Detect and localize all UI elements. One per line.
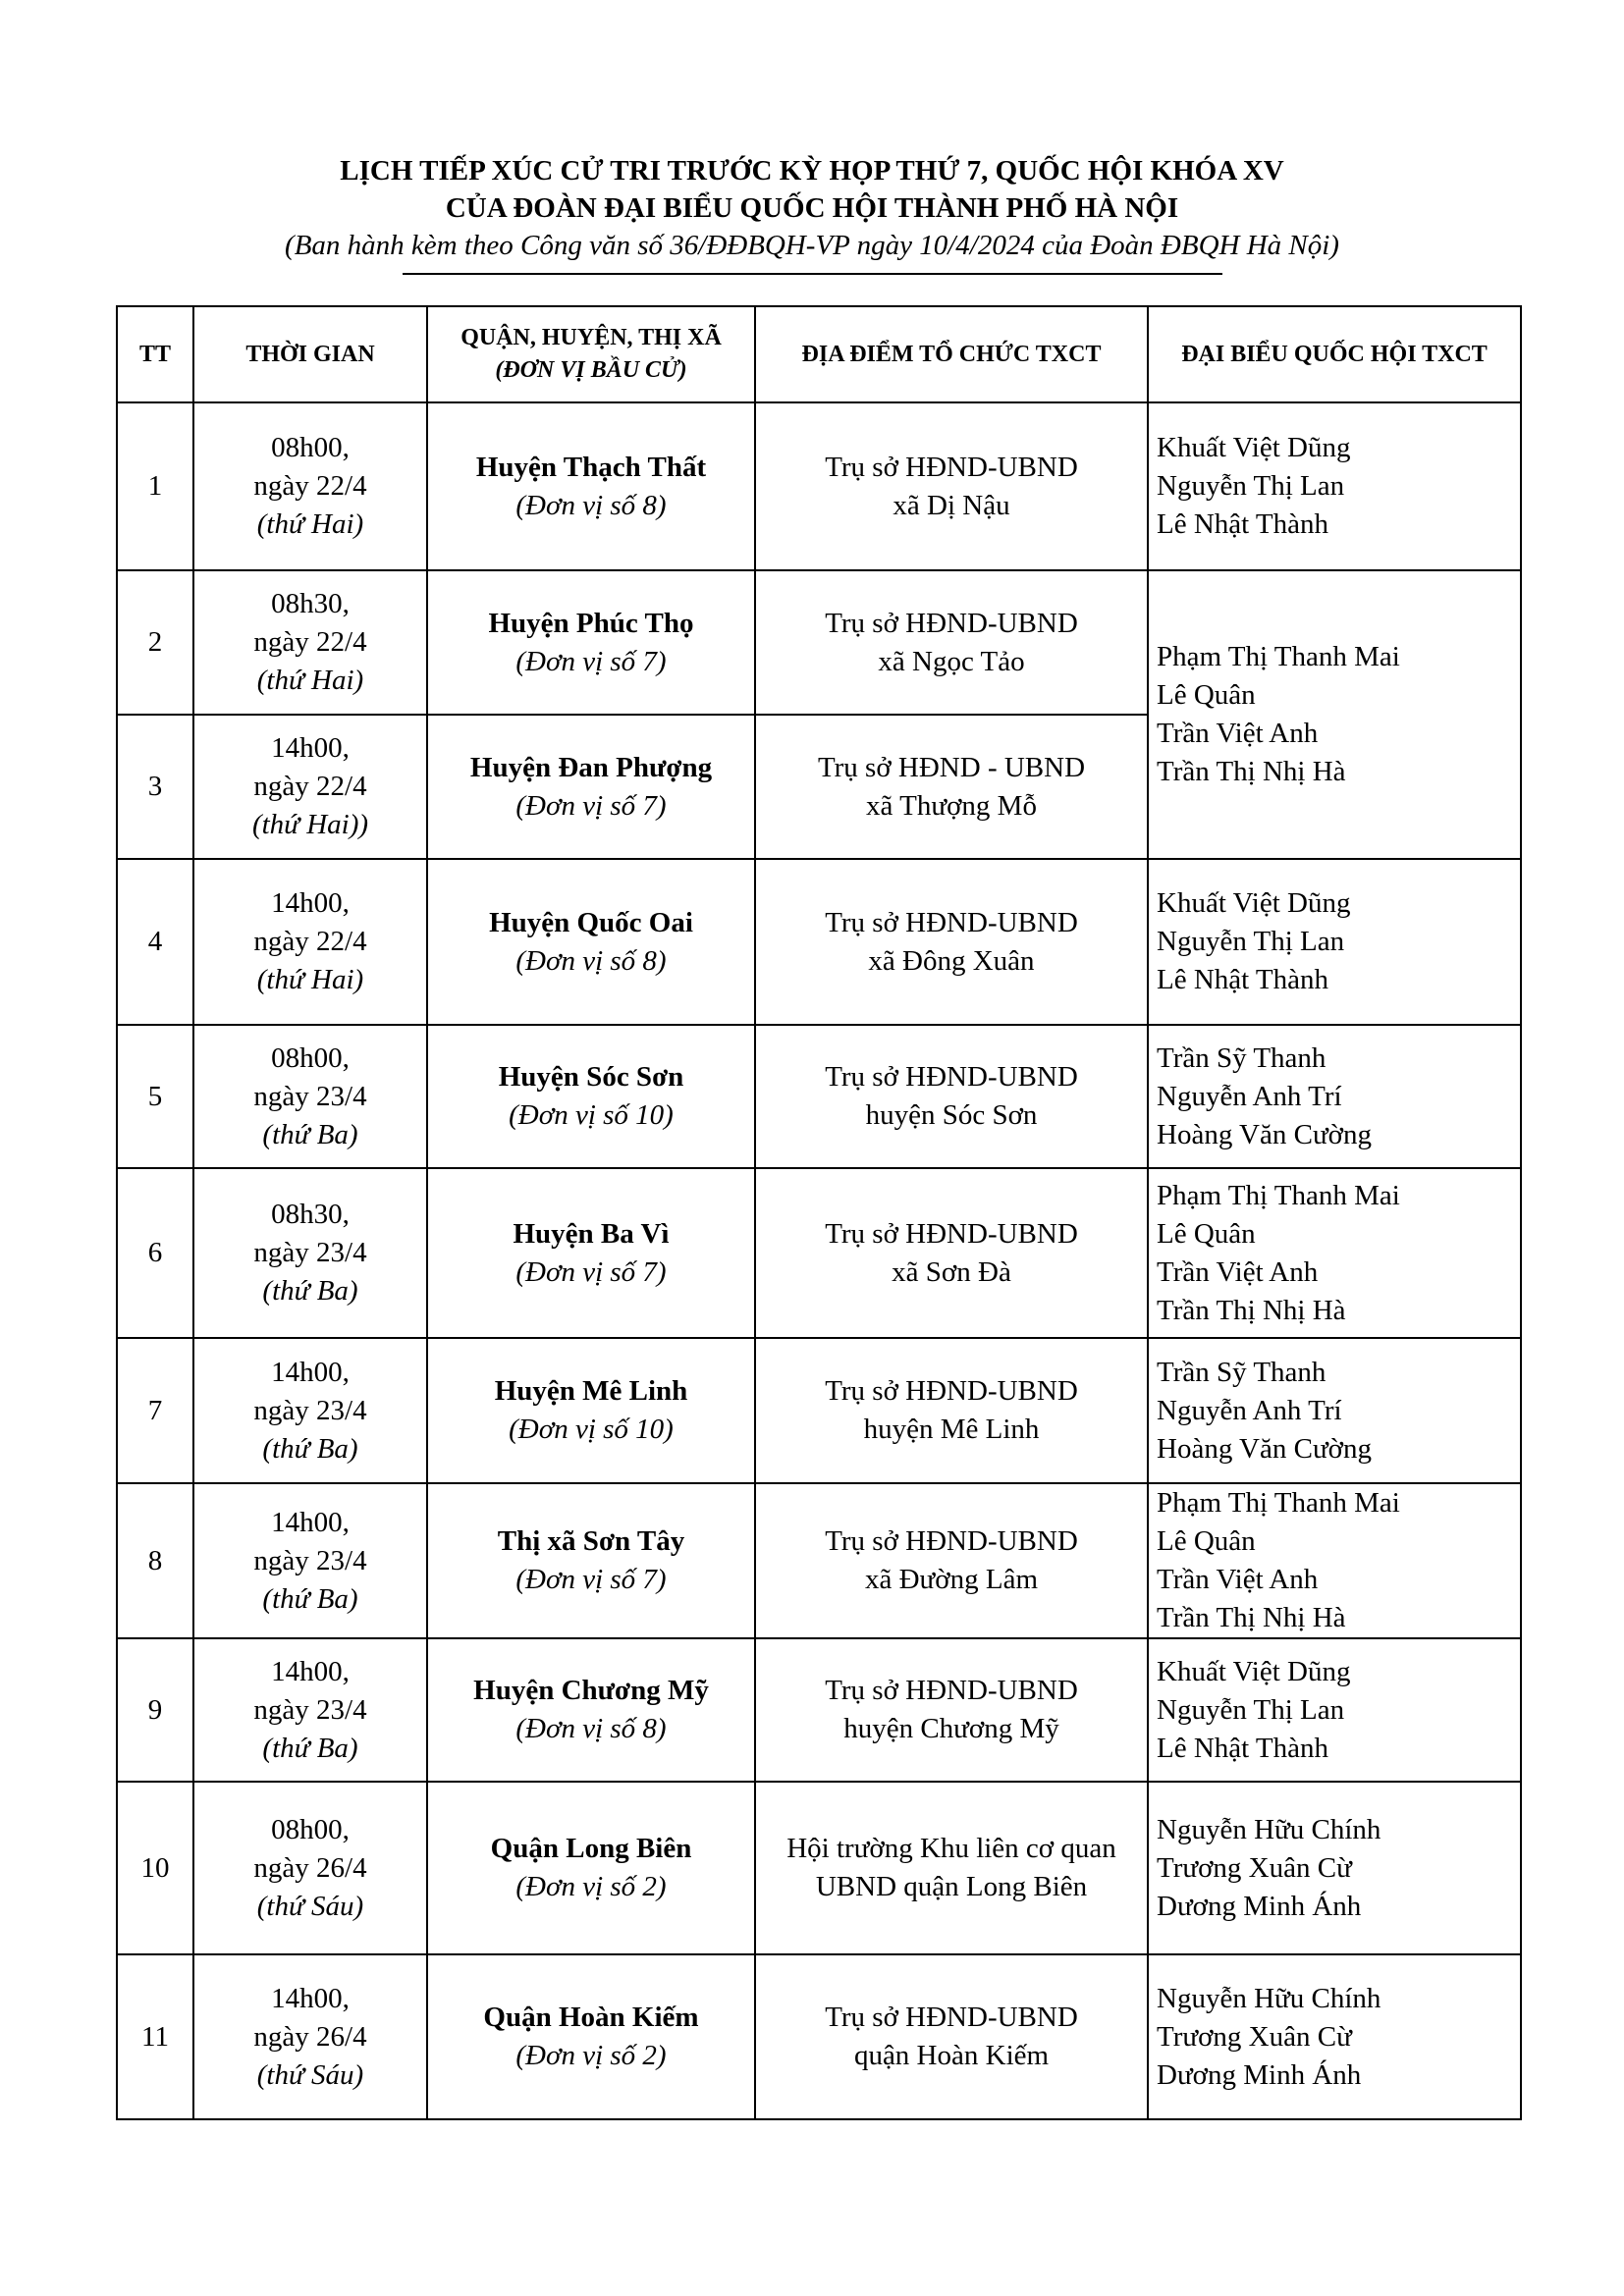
electoral-unit: (Đơn vị số 8) xyxy=(515,1713,667,1744)
time-date: ngày 22/4 xyxy=(253,771,367,802)
venue-line-2: xã Thượng Mỗ xyxy=(866,789,1037,822)
header-tt: TT xyxy=(117,306,193,402)
cell-district xyxy=(427,1025,755,1168)
cell-delegates xyxy=(1148,1782,1521,1954)
delegate-name: Nguyễn Thị Lan xyxy=(1157,926,1345,957)
document-title-line-2: CỦA ĐOÀN ĐẠI BIỂU QUỐC HỘI THÀNH PHỐ HÀ NỘI xyxy=(445,192,1179,224)
cell-venue xyxy=(755,1782,1148,1954)
cell-venue xyxy=(755,1483,1148,1638)
table-header-row xyxy=(117,306,1521,402)
cell-district xyxy=(427,859,755,1025)
electoral-unit: (Đơn vị số 10) xyxy=(509,1414,674,1445)
cell-time xyxy=(193,715,427,859)
time-date: ngày 23/4 xyxy=(253,1544,367,1576)
time-hour: 08h00, xyxy=(271,1041,350,1074)
cell-venue xyxy=(755,1954,1148,2119)
time-date: ngày 23/4 xyxy=(253,1237,367,1268)
delegate-name: Lê Nhật Thành xyxy=(1157,1732,1329,1764)
cell-district xyxy=(427,1638,755,1782)
schedule-table xyxy=(116,305,1522,2120)
delegate-name: Lê Nhật Thành xyxy=(1157,964,1329,995)
delegate-name: Lê Quân xyxy=(1157,679,1256,711)
venue-line-2: xã Dị Nậu xyxy=(893,489,1010,521)
cell-district xyxy=(427,1338,755,1483)
cell-venue xyxy=(755,1168,1148,1338)
cell-tt: 11 xyxy=(117,1954,193,2119)
district-name: Huyện Mê Linh xyxy=(494,1375,688,1407)
delegate-name: Nguyễn Thị Lan xyxy=(1157,1693,1345,1726)
delegate-name: Trần Việt Anh xyxy=(1157,718,1319,749)
delegate-name: Nguyễn Hữu Chính xyxy=(1157,1982,1381,2014)
delegate-name: Trần Thị Nhị Hà xyxy=(1157,1602,1346,1633)
cell-time xyxy=(193,1782,427,1954)
cell-delegates xyxy=(1148,1338,1521,1483)
cell-venue xyxy=(755,570,1148,715)
cell-tt: 3 xyxy=(117,715,193,859)
venue-line-1: Trụ sở HĐND-UBND xyxy=(825,451,1078,483)
venue-line-1: Trụ sở HĐND-UBND xyxy=(825,1061,1078,1093)
header-time: THỜI GIAN xyxy=(193,306,427,402)
electoral-unit: (Đơn vị số 7) xyxy=(515,789,667,822)
cell-tt: 7 xyxy=(117,1338,193,1483)
district-name: Huyện Quốc Oai xyxy=(489,906,693,938)
cell-time xyxy=(193,1483,427,1638)
cell-time xyxy=(193,1168,427,1338)
time-hour: 08h30, xyxy=(271,1199,350,1230)
district-name: Thị xã Sơn Tây xyxy=(497,1525,685,1557)
cell-district xyxy=(427,1954,755,2119)
time-day: (thứ Hai)) xyxy=(251,809,369,840)
electoral-unit: (Đơn vị số 2) xyxy=(515,2040,667,2071)
venue-line-2: quận Hoàn Kiếm xyxy=(853,2040,1050,2071)
table-row xyxy=(117,859,1521,1025)
document-title-line-1: LỊCH TIẾP XÚC CỬ TRI TRƯỚC KỲ HỌP THỨ 7, QUỐC HỘI KHÓA XV xyxy=(340,155,1284,187)
electoral-unit: (Đơn vị số 7) xyxy=(515,645,667,677)
delegate-name: Khuất Việt Dũng xyxy=(1157,887,1351,919)
delegate-name: Trần Sỹ Thanh xyxy=(1157,1356,1326,1388)
cell-venue xyxy=(755,1338,1148,1483)
delegate-name: Khuất Việt Dũng xyxy=(1157,1655,1351,1687)
cell-venue xyxy=(755,402,1148,570)
delegate-name: Phạm Thị Thanh Mai xyxy=(1157,1487,1400,1519)
cell-tt: 2 xyxy=(117,570,193,715)
table-row xyxy=(117,402,1521,570)
delegate-name: Dương Minh Ánh xyxy=(1157,2058,1362,2091)
cell-district xyxy=(427,1782,755,1954)
delegate-name: Trần Việt Anh xyxy=(1157,1564,1319,1595)
table-row xyxy=(117,1338,1521,1483)
delegate-name: Trần Sỹ Thanh xyxy=(1157,1041,1326,1074)
document-subtitle: (Ban hành kèm theo Công văn số 36/ĐĐBQH-VP ngày 10/4/2024 của Đoàn ĐBQH Hà Nội) xyxy=(285,230,1339,261)
delegate-name: Nguyễn Anh Trí xyxy=(1157,1080,1342,1112)
cell-delegates xyxy=(1148,570,1521,859)
cell-tt: 4 xyxy=(117,859,193,1025)
time-date: ngày 22/4 xyxy=(253,926,367,957)
time-hour: 08h00, xyxy=(271,432,350,463)
cell-district xyxy=(427,570,755,715)
venue-line-2: xã Sơn Đà xyxy=(892,1255,1011,1288)
venue-line-2: xã Đông Xuân xyxy=(868,944,1035,977)
table-row xyxy=(117,1168,1521,1338)
delegate-name: Dương Minh Ánh xyxy=(1157,1890,1362,1922)
time-day: (thứ Hai) xyxy=(256,964,364,995)
table-row xyxy=(117,1483,1521,1638)
cell-time xyxy=(193,570,427,715)
cell-tt: 6 xyxy=(117,1168,193,1338)
electoral-unit: (Đơn vị số 10) xyxy=(509,1099,674,1131)
cell-delegates xyxy=(1148,402,1521,570)
cell-tt: 1 xyxy=(117,402,193,570)
delegate-name: Lê Quân xyxy=(1157,1217,1256,1250)
venue-line-1: Trụ sở HĐND-UBND xyxy=(825,2002,1078,2033)
table-row xyxy=(117,1638,1521,1782)
venue-line-2: huyện Mê Linh xyxy=(863,1414,1040,1445)
district-name: Huyện Ba Vì xyxy=(513,1217,670,1250)
time-day: (thứ Ba) xyxy=(262,1118,358,1150)
venue-line-1: Trụ sở HĐND-UBND xyxy=(825,607,1078,639)
table-row xyxy=(117,1954,1521,2119)
cell-delegates xyxy=(1148,1954,1521,2119)
time-date: ngày 23/4 xyxy=(253,1080,367,1112)
header-district-sub: (ĐƠN VỊ BẦU CỬ) xyxy=(495,357,687,383)
cell-district xyxy=(427,715,755,859)
venue-line-2: xã Ngọc Tảo xyxy=(878,645,1025,677)
time-hour: 14h00, xyxy=(271,887,350,919)
cell-venue xyxy=(755,859,1148,1025)
district-name: Huyện Chương Mỹ xyxy=(473,1675,709,1706)
venue-line-1: Hội trường Khu liên cơ quan xyxy=(786,1833,1116,1864)
delegate-name: Khuất Việt Dũng xyxy=(1157,432,1351,463)
title-underline xyxy=(403,273,1222,275)
time-date: ngày 23/4 xyxy=(253,1394,367,1426)
time-day: (thứ Ba) xyxy=(262,1432,358,1465)
time-hour: 08h00, xyxy=(271,1813,350,1845)
delegate-name: Phạm Thị Thanh Mai xyxy=(1157,641,1400,672)
document-header xyxy=(0,152,1624,275)
time-date: ngày 22/4 xyxy=(253,626,367,658)
delegate-name: Nguyễn Thị Lan xyxy=(1157,470,1345,502)
table-row xyxy=(117,1782,1521,1954)
time-day: (thứ Sáu) xyxy=(256,1890,364,1922)
district-name: Huyện Thạch Thất xyxy=(475,451,707,483)
table-row xyxy=(117,1025,1521,1168)
cell-time xyxy=(193,402,427,570)
delegate-name: Lê Quân xyxy=(1157,1525,1256,1557)
venue-line-2: huyện Sóc Sơn xyxy=(865,1099,1038,1131)
cell-time xyxy=(193,859,427,1025)
cell-tt: 5 xyxy=(117,1025,193,1168)
time-date: ngày 23/4 xyxy=(253,1693,367,1726)
electoral-unit: (Đơn vị số 7) xyxy=(515,1255,667,1288)
delegate-name: Phạm Thị Thanh Mai xyxy=(1157,1179,1400,1211)
cell-delegates xyxy=(1148,1168,1521,1338)
time-hour: 14h00, xyxy=(271,1356,350,1388)
district-name: Quận Long Biên xyxy=(490,1833,692,1864)
delegate-name: Trần Việt Anh xyxy=(1157,1255,1319,1288)
cell-district xyxy=(427,1168,755,1338)
cell-tt: 8 xyxy=(117,1483,193,1638)
electoral-unit: (Đơn vị số 8) xyxy=(515,944,667,977)
electoral-unit: (Đơn vị số 2) xyxy=(515,1871,667,1902)
time-day: (thứ Hai) xyxy=(256,665,364,696)
cell-venue xyxy=(755,715,1148,859)
delegate-name: Nguyễn Hữu Chính xyxy=(1157,1813,1381,1845)
time-date: ngày 22/4 xyxy=(253,470,367,502)
time-day: (thứ Ba) xyxy=(262,1732,358,1764)
time-day: (thứ Hai) xyxy=(256,508,364,540)
delegate-name: Trần Thị Nhị Hà xyxy=(1157,1294,1346,1326)
cell-delegates xyxy=(1148,859,1521,1025)
table-row xyxy=(117,570,1521,715)
cell-delegates xyxy=(1148,1025,1521,1168)
time-hour: 08h30, xyxy=(271,588,350,619)
cell-time xyxy=(193,1338,427,1483)
delegate-name: Lê Nhật Thành xyxy=(1157,508,1329,540)
cell-district xyxy=(427,1483,755,1638)
venue-line-2: UBND quận Long Biên xyxy=(815,1871,1088,1902)
cell-time xyxy=(193,1025,427,1168)
cell-tt: 9 xyxy=(117,1638,193,1782)
electoral-unit: (Đơn vị số 8) xyxy=(515,489,667,521)
district-name: Huyện Phúc Thọ xyxy=(488,607,694,639)
delegate-name: Hoàng Văn Cường xyxy=(1157,1118,1373,1150)
cell-time xyxy=(193,1638,427,1782)
delegate-name: Trương Xuân Cừ xyxy=(1157,1851,1352,1884)
district-name: Huyện Đan Phượng xyxy=(469,751,713,783)
time-hour: 14h00, xyxy=(271,1506,350,1538)
delegate-name: Nguyễn Anh Trí xyxy=(1157,1394,1342,1426)
time-date: ngày 26/4 xyxy=(253,1851,367,1884)
venue-line-2: xã Đường Lâm xyxy=(864,1564,1038,1595)
cell-delegates xyxy=(1148,1638,1521,1782)
delegate-name: Hoàng Văn Cường xyxy=(1157,1432,1373,1465)
cell-district xyxy=(427,402,755,570)
cell-delegates xyxy=(1148,1483,1521,1638)
venue-line-1: Trụ sở HĐND-UBND xyxy=(825,1675,1078,1706)
time-day: (thứ Sáu) xyxy=(256,2058,364,2091)
cell-venue xyxy=(755,1638,1148,1782)
header-district-label: QUẬN, HUYỆN, THỊ XÃ xyxy=(460,325,722,350)
cell-tt: 10 xyxy=(117,1782,193,1954)
venue-line-1: Trụ sở HĐND-UBND xyxy=(825,1525,1078,1557)
time-hour: 14h00, xyxy=(271,732,350,764)
cell-venue xyxy=(755,1025,1148,1168)
district-name: Huyện Sóc Sơn xyxy=(498,1061,684,1093)
venue-line-1: Trụ sở HĐND - UBND xyxy=(817,751,1086,783)
header-delegates: ĐẠI BIỂU QUỐC HỘI TXCT xyxy=(1148,306,1521,402)
time-date: ngày 26/4 xyxy=(253,2020,367,2053)
time-day: (thứ Ba) xyxy=(262,1275,358,1307)
district-name: Quận Hoàn Kiếm xyxy=(483,2002,699,2033)
venue-line-1: Trụ sở HĐND-UBND xyxy=(825,1217,1078,1250)
venue-line-2: huyện Chương Mỹ xyxy=(843,1713,1059,1744)
electoral-unit: (Đơn vị số 7) xyxy=(515,1564,667,1595)
venue-line-1: Trụ sở HĐND-UBND xyxy=(825,1375,1078,1407)
header-venue: ĐỊA ĐIỂM TỔ CHỨC TXCT xyxy=(755,306,1148,402)
venue-line-1: Trụ sở HĐND-UBND xyxy=(825,906,1078,938)
time-hour: 14h00, xyxy=(271,1982,350,2014)
time-day: (thứ Ba) xyxy=(262,1582,358,1615)
time-hour: 14h00, xyxy=(271,1655,350,1687)
cell-time xyxy=(193,1954,427,2119)
delegate-name: Trương Xuân Cừ xyxy=(1157,2020,1352,2053)
delegate-name: Trần Thị Nhị Hà xyxy=(1157,756,1346,787)
header-district xyxy=(427,306,755,402)
